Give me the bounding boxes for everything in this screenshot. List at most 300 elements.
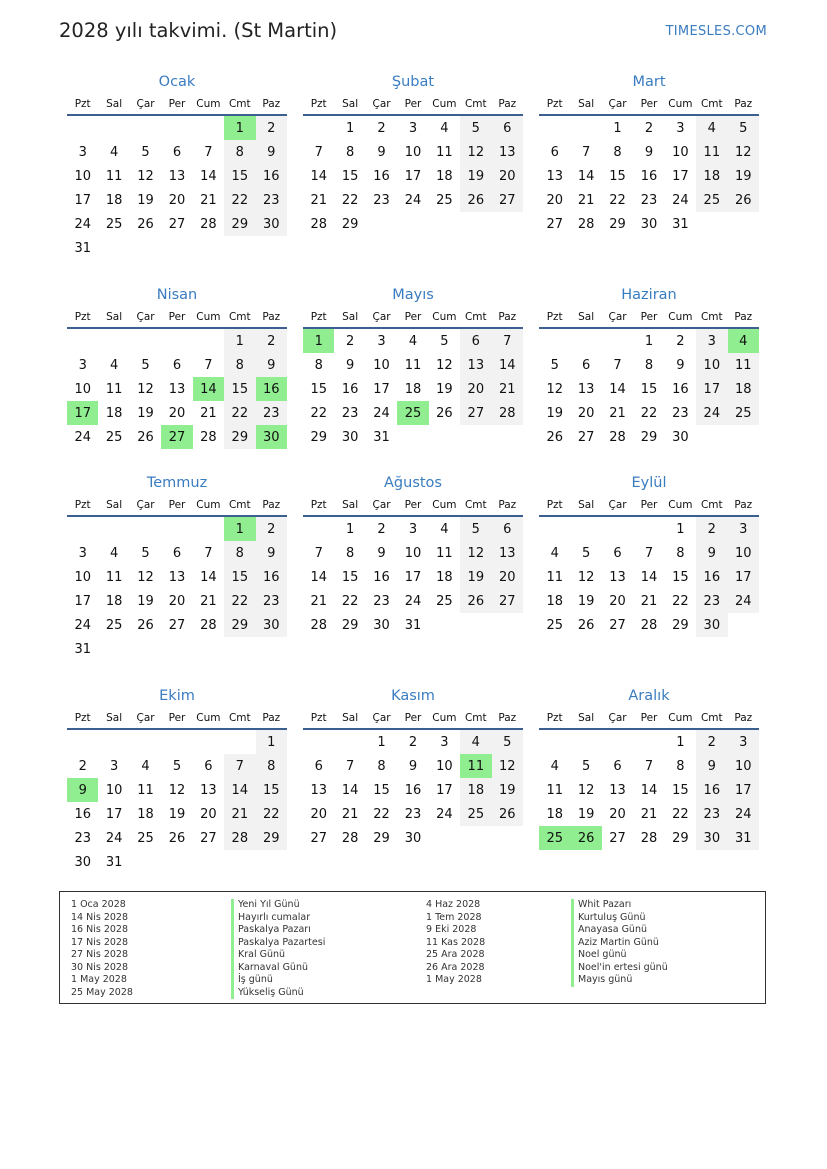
empty-cell — [602, 516, 633, 541]
weekday-header: Pzt — [303, 306, 334, 328]
day-cell: 8 — [644, 357, 654, 373]
day-cell: 2 — [644, 120, 654, 136]
month-calendar — [67, 72, 287, 260]
day-cell: 1 — [613, 120, 622, 136]
day-cell: 19 — [577, 593, 595, 609]
day-cell: 2 — [78, 758, 87, 774]
empty-cell — [67, 516, 98, 541]
week-row — [303, 425, 523, 449]
week-row — [539, 541, 759, 565]
day-cell: 21 — [640, 593, 658, 609]
day-cell: 18 — [436, 168, 453, 184]
empty-cell — [161, 328, 192, 353]
weekday-header: Cum — [429, 494, 460, 516]
day-cell: 18 — [105, 593, 123, 609]
weekday-header: Sal — [98, 494, 129, 516]
legend-entry: İş günü — [231, 974, 325, 987]
week-row — [303, 212, 523, 236]
weekday-header: Sal — [570, 93, 601, 115]
weekday-header: Cmt — [224, 494, 255, 516]
week-row — [303, 729, 523, 754]
day-cell: 6 — [172, 357, 182, 373]
empty-cell — [429, 826, 460, 850]
month-calendar — [303, 473, 523, 637]
day-cell: 5 — [141, 144, 150, 160]
legend-entry: 16 Nis 2028 — [71, 924, 128, 935]
day-cell: 6 — [492, 115, 523, 140]
day-cell: 8 — [613, 144, 622, 160]
week-row — [539, 565, 759, 589]
empty-cell — [539, 729, 570, 754]
day-cell: 20 — [609, 593, 626, 609]
month-day-grid — [67, 306, 287, 449]
day-cell: 17 — [672, 168, 689, 184]
day-cell: 5 — [581, 545, 591, 561]
day-cell: 17 — [404, 569, 422, 585]
day-cell: 20 — [492, 565, 523, 589]
day-cell: 29 — [672, 830, 689, 846]
day-cell: 10 — [696, 353, 727, 377]
day-cell: 20 — [200, 806, 217, 822]
month-calendar — [303, 72, 523, 236]
empty-cell — [193, 115, 224, 140]
day-cell: 28 — [224, 826, 255, 850]
month-calendar — [67, 686, 287, 874]
month-day-grid — [539, 494, 759, 637]
day-cell: 28 — [200, 429, 217, 445]
week-row — [67, 164, 287, 188]
day-cell: 7 — [204, 357, 213, 373]
empty-cell — [130, 637, 161, 661]
day-cell: 3 — [78, 545, 87, 561]
empty-cell — [570, 328, 601, 353]
page-title: 2028 yılı takvimi. (St Martin) — [59, 19, 338, 42]
legend-dates-column-2 — [426, 899, 485, 987]
empty-cell — [224, 850, 255, 874]
day-cell: 3 — [408, 120, 418, 136]
week-row — [539, 613, 759, 637]
day-cell: 24 — [74, 617, 91, 633]
day-cell: 24 — [672, 192, 689, 208]
weekday-header: Pzt — [67, 93, 98, 115]
day-cell: 1 — [676, 734, 685, 750]
empty-cell — [492, 212, 523, 236]
day-cell: 19 — [546, 405, 563, 421]
day-cell: 23 — [672, 405, 689, 421]
day-cell: 6 — [581, 357, 591, 373]
day-cell: 26 — [137, 617, 154, 633]
weekday-header: Per — [633, 93, 664, 115]
weekday-header: Çar — [130, 707, 161, 729]
day-cell: 2 — [256, 516, 287, 541]
day-cell: 27 — [492, 589, 523, 613]
weekday-header: Paz — [256, 93, 287, 115]
day-cell: 31 — [105, 854, 123, 870]
week-row — [303, 802, 523, 826]
brand-link[interactable]: TIMESLES.COM — [665, 24, 767, 39]
month-calendar — [539, 473, 759, 637]
month-day-grid — [303, 306, 523, 449]
day-cell: 24 — [404, 593, 422, 609]
weekday-header: Çar — [366, 707, 397, 729]
weekday-header: Paz — [728, 707, 759, 729]
empty-cell — [67, 328, 98, 353]
day-cell: 14 — [200, 569, 217, 585]
day-cell: 6 — [613, 545, 622, 561]
day-cell: 21 — [200, 405, 217, 421]
day-cell: 24 — [404, 192, 422, 208]
month-name: Aralık — [628, 688, 670, 704]
empty-cell — [256, 850, 287, 874]
day-cell: 19 — [137, 192, 154, 208]
legend-entry: 30 Nis 2028 — [71, 961, 128, 973]
legend-entry: 4 Haz 2028 — [426, 899, 481, 910]
weekday-header: Per — [633, 707, 664, 729]
empty-cell — [98, 236, 129, 260]
day-cell: 24 — [696, 401, 727, 425]
empty-cell — [130, 850, 161, 874]
month-name: Mayıs — [392, 287, 434, 303]
empty-cell — [460, 826, 491, 850]
day-cell: 28 — [640, 617, 658, 633]
day-cell: 24 — [74, 429, 91, 445]
legend-entry: 1 Tem 2028 — [426, 911, 482, 923]
day-cell: 28 — [492, 401, 523, 425]
day-cell: 1 — [676, 521, 685, 537]
weekday-header: Cmt — [696, 93, 727, 115]
weekday-header: Cmt — [460, 93, 491, 115]
week-row — [67, 188, 287, 212]
weekday-header: Cum — [429, 93, 460, 115]
day-cell: 1 — [345, 521, 355, 537]
weekday-header: Per — [633, 306, 664, 328]
weekday-header: Per — [397, 707, 428, 729]
day-cell: 9 — [644, 144, 654, 160]
day-cell: 5 — [492, 729, 523, 754]
day-cell: 12 — [460, 541, 491, 565]
weekday-header: Cmt — [224, 306, 255, 328]
day-cell: 10 — [74, 381, 91, 397]
day-cell: 16 — [256, 377, 287, 401]
day-cell: 16 — [373, 569, 390, 585]
day-cell: 18 — [546, 806, 563, 822]
day-cell: 10 — [404, 545, 422, 561]
day-cell: 19 — [460, 164, 491, 188]
empty-cell — [130, 236, 161, 260]
day-cell: 3 — [728, 516, 759, 541]
day-cell: 19 — [137, 405, 154, 421]
day-cell: 24 — [436, 806, 453, 822]
legend-entry: Hayırlı cumalar — [231, 912, 325, 925]
day-cell: 20 — [310, 806, 327, 822]
day-cell: 7 — [314, 545, 323, 561]
day-cell: 28 — [200, 216, 217, 232]
day-cell: 7 — [224, 754, 255, 778]
weekday-header: Paz — [492, 494, 523, 516]
day-cell: 9 — [67, 778, 98, 802]
day-cell: 1 — [224, 115, 255, 140]
day-cell: 3 — [377, 333, 386, 349]
month-name: Eylül — [631, 475, 667, 491]
day-cell: 22 — [640, 405, 658, 421]
empty-cell — [161, 236, 192, 260]
empty-cell — [539, 328, 570, 353]
week-row — [539, 425, 759, 449]
day-cell: 23 — [373, 192, 390, 208]
day-cell: 26 — [137, 216, 154, 232]
empty-cell — [492, 826, 523, 850]
week-row — [67, 401, 287, 425]
month-day-grid — [539, 707, 759, 850]
day-cell: 16 — [696, 778, 727, 802]
legend-entry: 26 Ara 2028 — [426, 961, 485, 973]
empty-cell — [570, 729, 601, 754]
legend-entry: Noel günü — [571, 949, 668, 962]
day-cell: 18 — [105, 405, 123, 421]
day-cell: 12 — [436, 357, 453, 373]
empty-cell — [98, 729, 129, 754]
day-cell: 11 — [546, 569, 563, 585]
week-row — [303, 613, 523, 637]
empty-cell — [728, 425, 759, 449]
empty-cell — [161, 115, 192, 140]
day-cell: 7 — [613, 357, 622, 373]
empty-cell — [193, 236, 224, 260]
day-cell: 14 — [577, 168, 595, 184]
month-name: Kasım — [391, 688, 435, 704]
day-cell: 20 — [492, 164, 523, 188]
day-cell: 26 — [460, 188, 491, 212]
day-cell: 19 — [728, 164, 759, 188]
day-cell: 12 — [546, 381, 563, 397]
week-row — [67, 140, 287, 164]
day-cell: 7 — [345, 758, 355, 774]
weekday-header: Per — [397, 93, 428, 115]
week-row — [67, 212, 287, 236]
day-cell: 29 — [341, 216, 359, 232]
week-row — [539, 826, 759, 850]
day-cell: 25 — [105, 617, 123, 633]
day-cell: 11 — [546, 782, 563, 798]
day-cell: 7 — [644, 545, 654, 561]
weekday-header: Cum — [193, 707, 224, 729]
day-cell: 17 — [105, 806, 123, 822]
day-cell: 23 — [696, 802, 727, 826]
day-cell: 22 — [672, 806, 689, 822]
day-cell: 23 — [373, 593, 390, 609]
day-cell: 21 — [200, 192, 217, 208]
legend-entry: Yükseliş Günü — [231, 987, 325, 1000]
day-cell: 14 — [341, 782, 359, 798]
week-row — [539, 353, 759, 377]
month-name: Nisan — [156, 287, 198, 303]
legend-names-column-2 — [571, 899, 668, 987]
day-cell: 5 — [172, 758, 182, 774]
day-cell: 11 — [404, 357, 422, 373]
week-row — [303, 164, 523, 188]
legend-entry: 1 May 2028 — [71, 974, 127, 985]
weekday-header: Cum — [429, 306, 460, 328]
day-cell: 15 — [640, 381, 658, 397]
weekday-header: Sal — [570, 707, 601, 729]
empty-cell — [397, 212, 428, 236]
legend-entry: 1 May 2028 — [426, 974, 482, 985]
day-cell: 18 — [696, 164, 727, 188]
day-cell: 21 — [310, 192, 327, 208]
empty-cell — [460, 613, 491, 637]
empty-cell — [602, 729, 633, 754]
day-cell: 3 — [109, 758, 119, 774]
empty-cell — [303, 115, 334, 140]
week-row — [303, 115, 523, 140]
day-cell: 27 — [310, 830, 327, 846]
weekday-header: Sal — [570, 306, 601, 328]
day-cell: 27 — [168, 617, 186, 633]
week-row — [67, 613, 287, 637]
day-cell: 25 — [105, 216, 123, 232]
day-cell: 22 — [341, 593, 359, 609]
empty-cell — [633, 516, 664, 541]
day-cell: 9 — [676, 357, 685, 373]
day-cell: 28 — [310, 216, 327, 232]
empty-cell — [193, 328, 224, 353]
day-cell: 18 — [460, 778, 491, 802]
day-cell: 27 — [460, 401, 491, 425]
day-cell: 30 — [373, 617, 390, 633]
day-cell: 16 — [640, 168, 658, 184]
week-row — [303, 516, 523, 541]
day-cell: 3 — [696, 328, 727, 353]
legend-entry: 25 May 2028 — [71, 986, 133, 998]
day-cell: 18 — [546, 593, 563, 609]
day-cell: 1 — [224, 328, 255, 353]
day-cell: 6 — [460, 328, 491, 353]
weekday-header: Pzt — [67, 494, 98, 516]
day-cell: 22 — [310, 405, 327, 421]
week-row — [303, 353, 523, 377]
week-row — [539, 401, 759, 425]
week-row — [303, 826, 523, 850]
day-cell: 1 — [224, 516, 255, 541]
day-cell: 5 — [550, 357, 559, 373]
weekday-header: Paz — [256, 306, 287, 328]
empty-cell — [460, 212, 491, 236]
legend-entry: Anayasa Günü — [571, 924, 668, 937]
day-cell: 26 — [546, 429, 563, 445]
weekday-header: Çar — [602, 306, 633, 328]
day-cell: 25 — [728, 401, 759, 425]
day-cell: 16 — [672, 381, 689, 397]
day-cell: 5 — [460, 115, 491, 140]
day-cell: 25 — [460, 802, 491, 826]
empty-cell — [633, 729, 664, 754]
week-row — [539, 140, 759, 164]
day-cell: 12 — [460, 140, 491, 164]
week-row — [539, 164, 759, 188]
day-cell: 26 — [460, 589, 491, 613]
day-cell: 30 — [696, 826, 727, 850]
week-row — [539, 328, 759, 353]
day-cell: 31 — [74, 240, 91, 256]
month-calendar — [303, 285, 523, 449]
week-row — [67, 589, 287, 613]
week-row — [67, 353, 287, 377]
week-row — [539, 778, 759, 802]
day-cell: 11 — [460, 754, 491, 778]
week-row — [67, 377, 287, 401]
empty-cell — [303, 729, 334, 754]
day-cell: 21 — [224, 802, 255, 826]
empty-cell — [67, 115, 98, 140]
month-day-grid — [67, 93, 287, 260]
weekday-header: Pzt — [303, 494, 334, 516]
day-cell: 16 — [341, 381, 359, 397]
month-name: Ocak — [158, 74, 196, 90]
legend-entry: 9 Eki 2028 — [426, 924, 477, 935]
empty-cell — [696, 425, 727, 449]
month-name: Mart — [632, 74, 666, 90]
weekday-header: Paz — [492, 93, 523, 115]
day-cell: 4 — [550, 758, 559, 774]
day-cell: 16 — [696, 565, 727, 589]
weekday-header: Pzt — [539, 707, 570, 729]
day-cell: 8 — [256, 754, 287, 778]
day-cell: 4 — [460, 729, 491, 754]
day-cell: 22 — [341, 192, 359, 208]
day-cell: 29 — [224, 613, 255, 637]
day-cell: 8 — [377, 758, 386, 774]
week-row — [539, 115, 759, 140]
weekday-header: Pzt — [67, 707, 98, 729]
weekday-header: Cmt — [460, 494, 491, 516]
day-cell: 19 — [436, 381, 453, 397]
legend-entry: 11 Kas 2028 — [426, 936, 486, 948]
weekday-header: Paz — [256, 707, 287, 729]
week-row — [303, 565, 523, 589]
week-row — [67, 729, 287, 754]
day-cell: 9 — [696, 541, 727, 565]
day-cell: 29 — [310, 429, 327, 445]
day-cell: 12 — [168, 782, 186, 798]
day-cell: 29 — [224, 212, 255, 236]
weekday-header: Pzt — [539, 93, 570, 115]
day-cell: 6 — [492, 516, 523, 541]
week-row — [67, 425, 287, 449]
day-cell: 7 — [204, 545, 213, 561]
empty-cell — [193, 637, 224, 661]
day-cell: 19 — [492, 778, 523, 802]
day-cell: 14 — [310, 168, 327, 184]
empty-cell — [161, 729, 192, 754]
empty-cell — [570, 115, 601, 140]
day-cell: 16 — [256, 565, 287, 589]
week-row — [67, 115, 287, 140]
day-cell: 8 — [224, 140, 255, 164]
day-cell: 4 — [109, 545, 119, 561]
day-cell: 25 — [539, 826, 570, 850]
day-cell: 23 — [74, 830, 91, 846]
day-cell: 5 — [141, 357, 150, 373]
weekday-header: Sal — [334, 494, 365, 516]
day-cell: 2 — [256, 115, 287, 140]
weekday-header: Paz — [256, 494, 287, 516]
empty-cell — [161, 516, 192, 541]
day-cell: 5 — [728, 115, 759, 140]
legend-entry: Kurtuluş Günü — [571, 912, 668, 925]
day-cell: 2 — [345, 333, 355, 349]
day-cell: 22 — [224, 188, 255, 212]
week-row — [539, 589, 759, 613]
